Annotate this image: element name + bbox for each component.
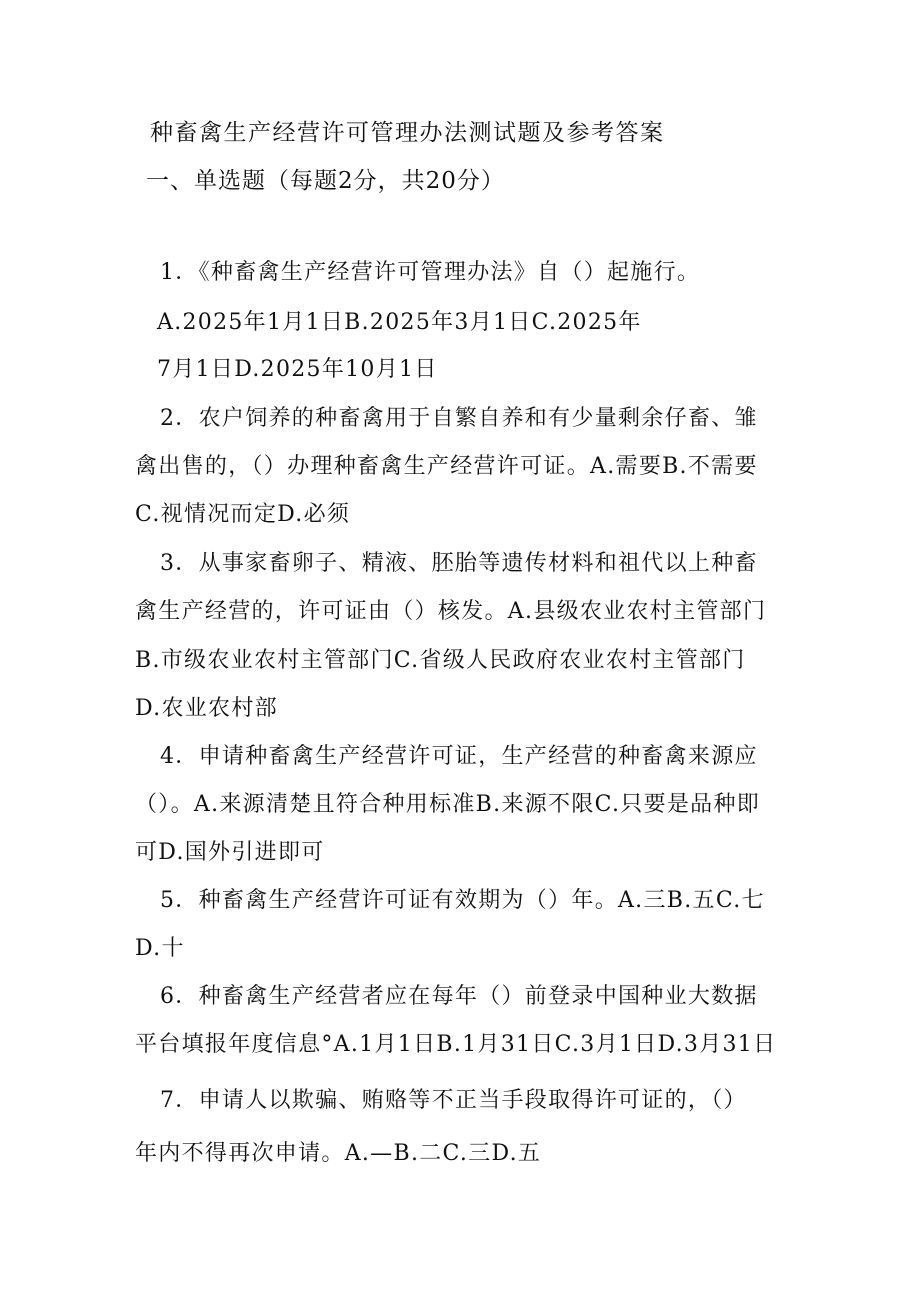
question-7-stem: 7．申请人以欺骗、贿赂等不正当手段取得许可证的，（） <box>160 1088 747 1113</box>
question-2-stem-cont: 禽出售的，（）办理种畜禽生产经营许可证。A.需要B.不需要 <box>135 454 758 479</box>
section-heading: 一、单选题（每题2分，共20分） <box>146 168 505 194</box>
question-2-stem: 2．农户饲养的种畜禽用于自繁自养和有少量剩余仔畜、雏 <box>160 406 758 431</box>
question-5-stem: 5．种畜禽生产经营许可证有效期为（）年。A.三B.五C.七 <box>160 888 765 913</box>
question-3-stem-cont: 禽生产经营的，许可证由（）核发。A.县级农业农村主管部门 <box>135 599 767 624</box>
question-1-options: A.2025年1月1日B.2025年3月1日C.2025年 <box>157 310 642 335</box>
question-3-options-cont: D.农业农村部 <box>135 696 278 721</box>
question-6-stem: 6．种畜禽生产经营者应在每年（）前登录中国种业大数据 <box>160 984 758 1009</box>
question-6-options: 平台填报年度信息°A.1月1日B.1月31日C.3月1日D.3月31日 <box>135 1032 777 1057</box>
question-7-options: 年内不得再次申请。A.—B.二C.三D.五 <box>135 1141 542 1166</box>
question-5-options-cont: D.十 <box>135 936 185 961</box>
question-4-options: （）。A.来源清楚且符合种用标准B.来源不限C.只要是品种即 <box>135 792 761 817</box>
question-2-options: C.视情况而定D.必须 <box>135 502 351 527</box>
document-title: 种畜禽生产经营许可管理办法测试题及参考答案 <box>150 120 665 146</box>
question-4-stem: 4．申请种畜禽生产经营许可证，生产经营的种畜禽来源应 <box>160 744 758 769</box>
question-4-options-cont: 可D.国外引进即可 <box>135 840 325 865</box>
question-1-options-cont: 7月1日D.2025年10月1日 <box>157 357 438 382</box>
question-1-stem: 1．《种畜禽生产经营许可管理办法》自（）起施行。 <box>160 260 701 285</box>
question-3-stem: 3．从事家畜卵子、精液、胚胎等遗传材料和祖代以上种畜 <box>160 551 758 576</box>
question-3-options: B.市级农业农村主管部门C.省级人民政府农业农村主管部门 <box>135 648 746 673</box>
